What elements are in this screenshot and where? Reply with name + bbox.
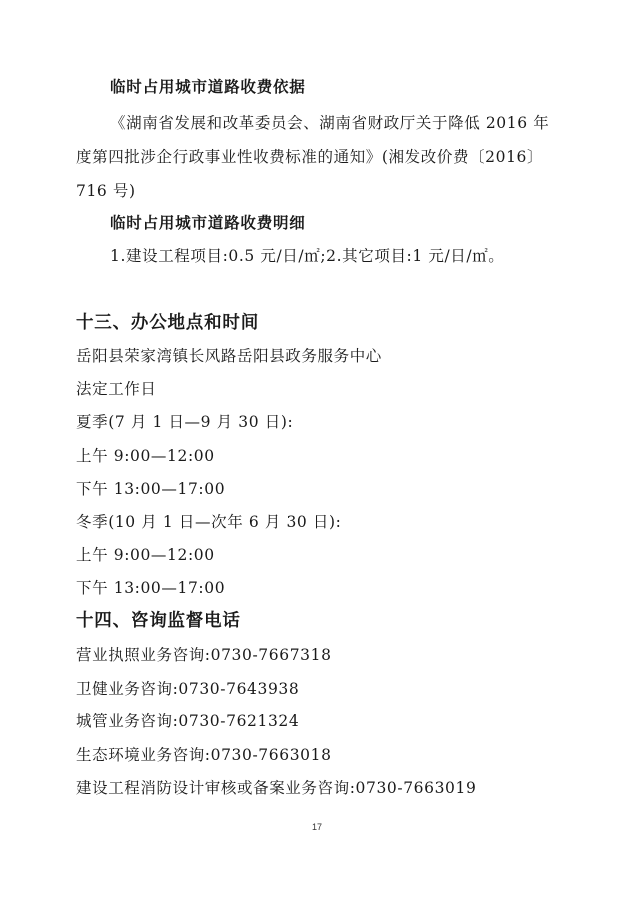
summer-morning-hours: 上午 9:00—12:00 [76,447,215,465]
winter-morning-hours: 上午 9:00—12:00 [76,546,215,564]
hotline-item: 卫健业务咨询:0730-7643938 [76,680,300,698]
summer-hours-label: 夏季(7 月 1 日—9 月 30 日): [76,413,294,431]
page-number: 17 [311,822,322,832]
hotline-item: 营业执照业务咨询:0730-7667318 [76,646,332,664]
hotline-item: 生态环境业务咨询:0730-7663018 [76,746,332,764]
workday-label: 法定工作日 [76,380,157,398]
hotline-item: 建设工程消防设计审核或备案业务咨询:0730-7663019 [76,779,477,797]
summer-afternoon-hours: 下午 13:00—17:00 [76,480,226,498]
fee-basis-text-line-1: 《湖南省发展和改革委员会、湖南省财政厅关于降低 2016 年 [110,114,550,132]
fee-detail-text: 1.建设工程项目:0.5 元/日/㎡;2.其它项目:1 元/日/㎡。 [110,247,505,265]
winter-hours-label: 冬季(10 月 1 日—次年 6 月 30 日): [76,513,342,531]
winter-afternoon-hours: 下午 13:00—17:00 [76,579,226,597]
fee-detail-title: 临时占用城市道路收费明细 [110,214,306,232]
fee-basis-text-line-2: 度第四批涉企行政事业性收费标准的通知》(湘发改价费〔2016〕 [76,148,544,166]
office-section-heading: 十三、办公地点和时间 [76,313,259,333]
hotline-item: 城管业务咨询:0730-7621324 [76,712,300,730]
fee-basis-text-line-3: 716 号) [76,182,136,200]
office-address: 岳阳县荣家湾镇长风路岳阳县政务服务中心 [76,347,382,365]
hotline-section-heading: 十四、咨询监督电话 [76,611,241,631]
fee-basis-title: 临时占用城市道路收费依据 [110,78,306,96]
